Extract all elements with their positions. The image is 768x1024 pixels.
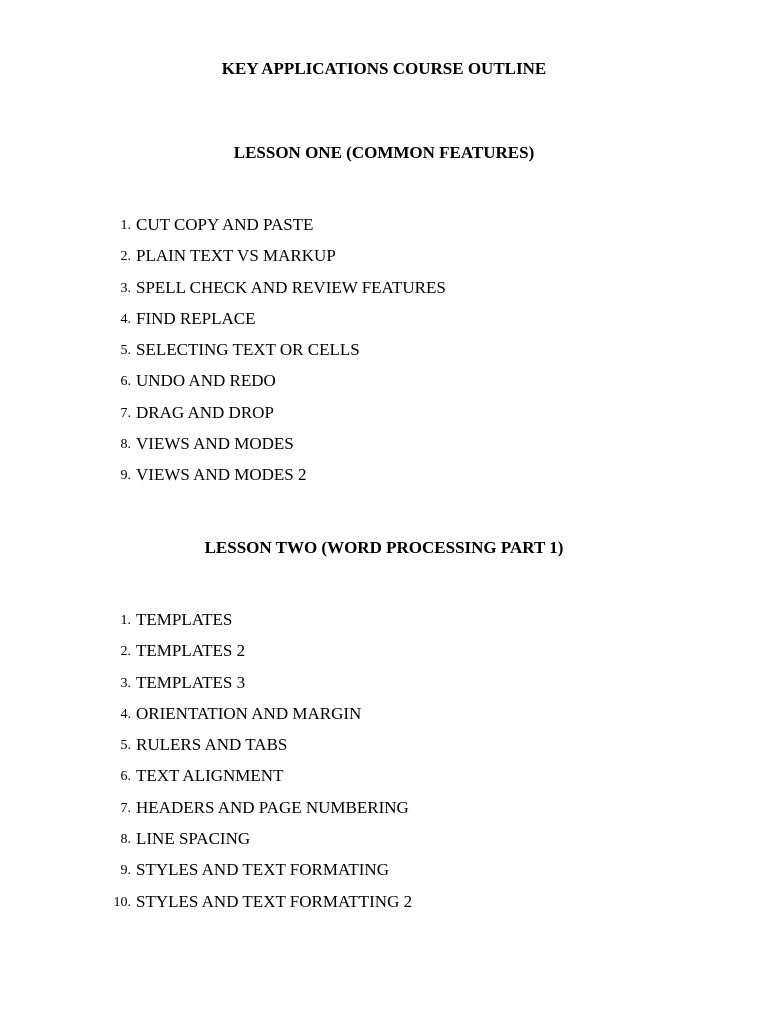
list-item — [0, 338, 768, 369]
item-number: 4. — [120, 311, 131, 327]
list-item — [0, 827, 768, 858]
item-text: VIEWS AND MODES — [136, 434, 294, 454]
lesson-one-list — [0, 213, 768, 495]
item-number: 8. — [120, 832, 131, 848]
item-text: HEADERS AND PAGE NUMBERING — [136, 797, 409, 817]
list-item — [0, 401, 768, 432]
item-text: TEMPLATES — [136, 610, 233, 629]
item-text: STYLES AND TEXT FORMATTING 2 — [136, 891, 413, 911]
item-number: 2. — [120, 644, 131, 660]
item-text: DRAG AND DROP — [136, 402, 274, 422]
item-number: 6. — [120, 769, 131, 785]
item-number: 4. — [120, 706, 131, 722]
list-item — [0, 307, 768, 338]
item-text: CUT COPY AND PASTE — [136, 215, 314, 234]
list-item — [0, 671, 768, 702]
item-text: FIND REPLACE — [136, 308, 256, 328]
list-item — [0, 463, 768, 494]
list-item — [0, 244, 768, 275]
item-text: PLAIN TEXT VS MARKUP — [136, 246, 336, 266]
list-item — [0, 733, 768, 764]
list-item — [0, 276, 768, 307]
item-text: RULERS AND TABS — [136, 735, 288, 755]
item-number: 1. — [120, 613, 131, 628]
list-item — [0, 213, 768, 244]
item-number: 3. — [120, 280, 131, 296]
item-number: 9. — [120, 863, 131, 879]
item-number: 9. — [120, 468, 131, 484]
item-text: LINE SPACING — [136, 829, 251, 849]
item-number: 7. — [120, 800, 131, 816]
section-heading-lesson-two: LESSON TWO (WORD PROCESSING PART 1) — [204, 538, 564, 557]
item-text: SELECTING TEXT OR CELLS — [136, 340, 360, 360]
item-number: 8. — [120, 437, 131, 453]
item-text: STYLES AND TEXT FORMATING — [136, 860, 389, 880]
item-text: SPELL CHECK AND REVIEW FEATURES — [136, 277, 446, 297]
lesson-two-list — [0, 608, 768, 921]
item-number: 10. — [113, 894, 131, 910]
item-text: VIEWS AND MODES 2 — [136, 465, 307, 485]
list-item — [0, 369, 768, 400]
item-text: TEXT ALIGNMENT — [136, 766, 284, 786]
item-text: UNDO AND REDO — [136, 371, 276, 391]
item-text: TEMPLATES 2 — [136, 641, 246, 661]
list-item — [0, 639, 768, 670]
item-number: 3. — [120, 675, 131, 691]
list-item — [0, 432, 768, 463]
list-item — [0, 890, 768, 921]
item-number: 7. — [120, 405, 131, 421]
list-item — [0, 702, 768, 733]
document-title: KEY APPLICATIONS COURSE OUTLINE — [221, 59, 547, 78]
item-number: 1. — [120, 218, 131, 233]
list-item — [0, 796, 768, 827]
item-number: 5. — [120, 738, 131, 754]
list-item — [0, 764, 768, 795]
item-number: 5. — [120, 343, 131, 359]
item-number: 6. — [120, 374, 131, 390]
section-heading-lesson-one: LESSON ONE (COMMON FEATURES) — [233, 143, 535, 162]
list-item — [0, 608, 768, 639]
item-text: TEMPLATES 3 — [136, 672, 246, 692]
item-number: 2. — [120, 249, 131, 265]
item-text: ORIENTATION AND MARGIN — [136, 703, 362, 723]
list-item — [0, 858, 768, 889]
